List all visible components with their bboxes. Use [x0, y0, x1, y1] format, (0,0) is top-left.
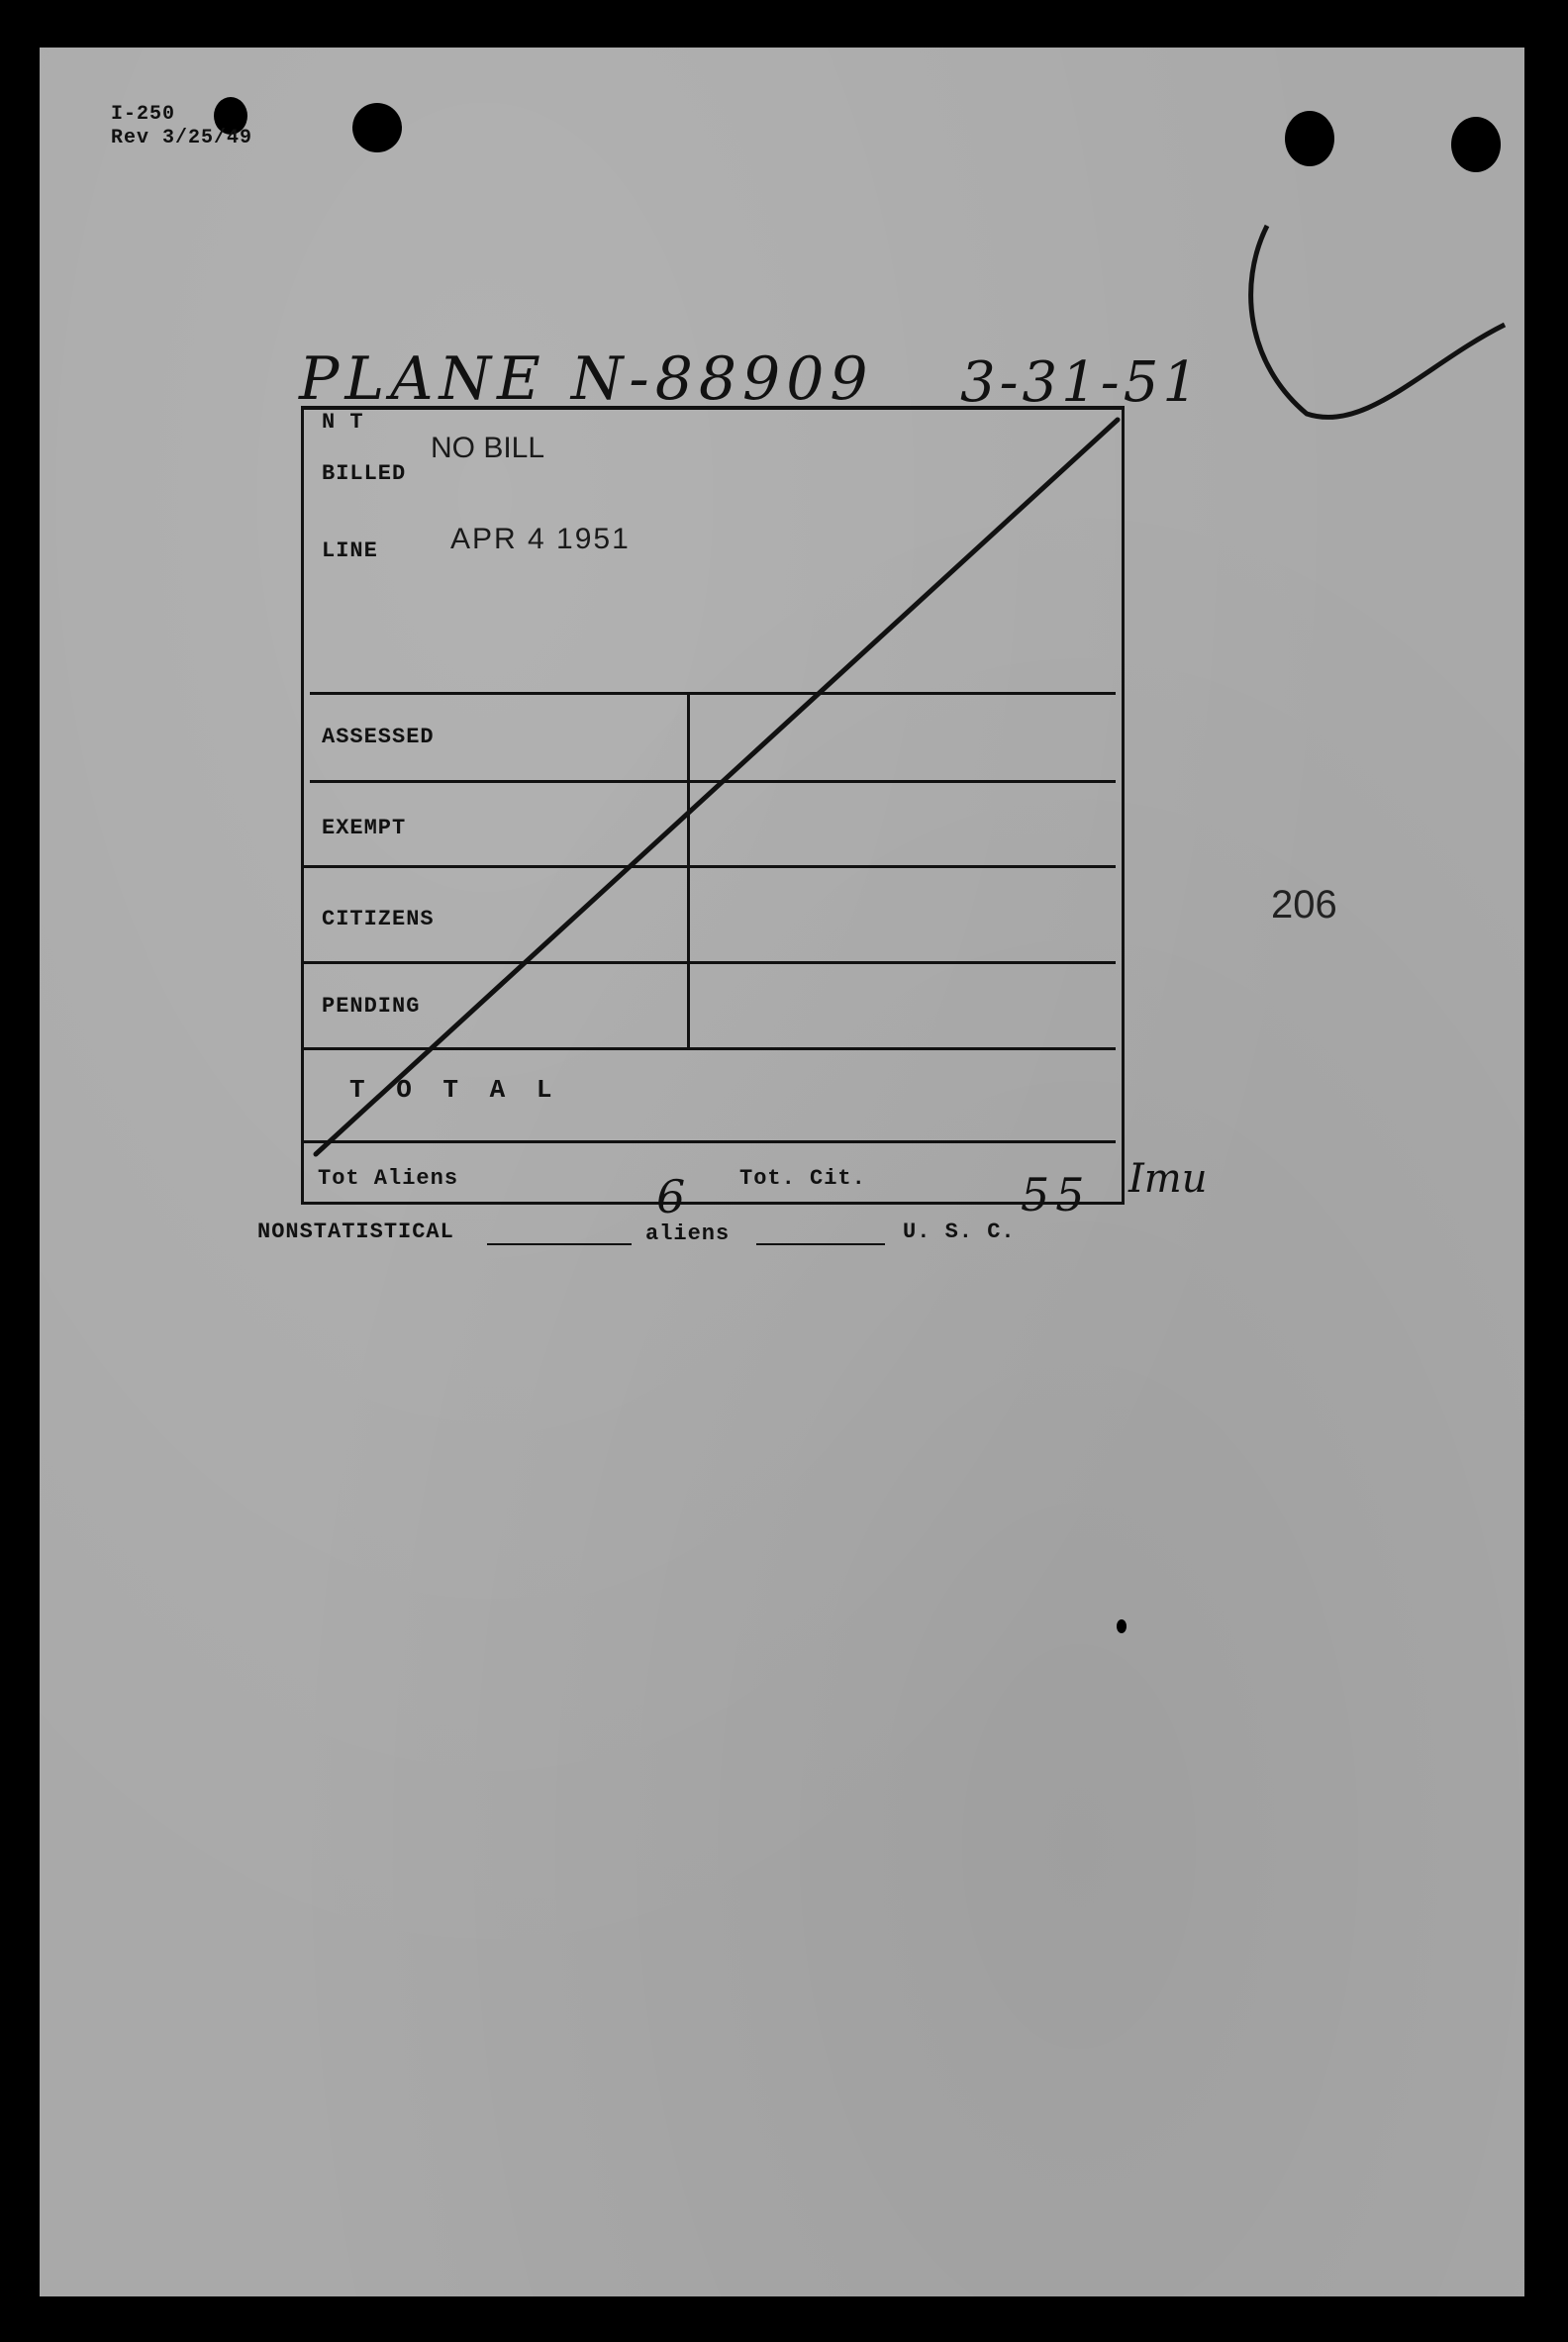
handwritten-curve-mark: [1208, 166, 1544, 443]
date-stamp: APR 4 1951: [450, 523, 631, 555]
form-code-line2: Rev 3/25/49: [111, 127, 253, 149]
row-label-pending: PENDING: [322, 994, 421, 1019]
aliens-blank: [756, 1243, 885, 1245]
tot-cit-label: Tot. Cit.: [739, 1166, 866, 1191]
aliens-label: aliens: [645, 1221, 731, 1246]
total-label: T O T A L: [349, 1075, 560, 1105]
line-label: LINE: [322, 538, 378, 563]
punch-hole-left: [352, 103, 402, 152]
citizens-total-value: 55: [1021, 1168, 1091, 1221]
cancellation-stroke: [304, 410, 1122, 1202]
vessel-name: PLANE N-88909: [299, 344, 874, 414]
row-label-assessed: ASSESSED: [322, 725, 435, 749]
row-label-citizens: CITIZENS: [322, 907, 435, 931]
usc-label: U. S. C.: [903, 1220, 1016, 1244]
punch-hole-right-2: [1451, 117, 1501, 172]
speck-mark: [1117, 1619, 1127, 1633]
nonstatistical-label: NONSTATISTICAL: [257, 1220, 454, 1244]
aliens-total-value: 6: [656, 1170, 686, 1223]
document-page: [40, 48, 1524, 2296]
row1-label: N T: [322, 410, 364, 435]
nonstatistical-blank: [487, 1243, 632, 1245]
billed-stamp: NO BILL: [431, 432, 545, 464]
page-number: 206: [1271, 883, 1337, 927]
manifest-date: 3-31-51: [960, 350, 1202, 415]
manifest-table: [301, 406, 1125, 1223]
handwritten-initials: Imu: [1128, 1156, 1208, 1202]
row-label-exempt: EXEMPT: [322, 816, 407, 840]
tot-aliens-label: Tot Aliens: [318, 1166, 459, 1191]
punch-hole-right-1: [1285, 111, 1334, 166]
billed-label: BILLED: [322, 461, 407, 486]
form-code-line1: I-250: [111, 103, 176, 126]
